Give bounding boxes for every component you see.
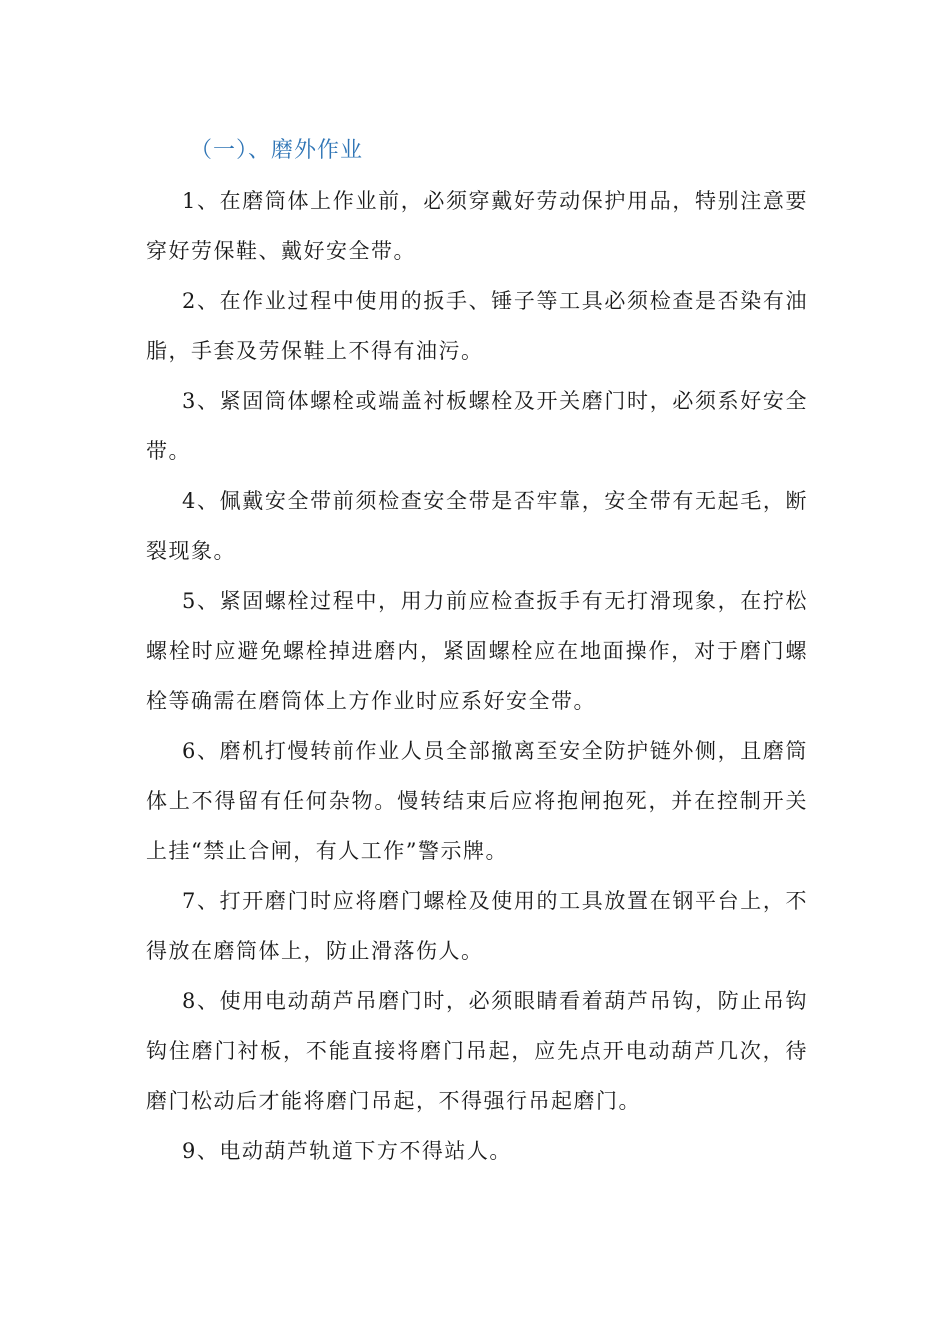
list-item-5: 5、紧固螺栓过程中，用力前应检查扳手有无打滑现象，在拧松螺栓时应避免螺栓掉进磨内，紧固螺栓应在地面操作，对于磨门螺栓等确需在磨筒体上方作业时应系好安全带。 — [146, 589, 808, 713]
list-item-3: 3、紧固筒体螺栓或端盖衬板螺栓及开关磨门时，必须系好安全带。 — [146, 389, 808, 463]
list-item-1: 1、在磨筒体上作业前，必须穿戴好劳动保护用品，特别注意要穿好劳保鞋、戴好安全带。 — [146, 189, 808, 263]
list-item-6: 6、磨机打慢转前作业人员全部撤离至安全防护链外侧，且磨筒体上不得留有任何杂物。慢转结束后应将抱闸抱死，并在控制开关上挂“禁止合闸，有人工作”警示牌。 — [146, 739, 808, 863]
list-item-4: 4、佩戴安全带前须检查安全带是否牢靠，安全带有无起毛，断裂现象。 — [146, 489, 808, 563]
document-page — [146, 126, 808, 1176]
section-heading: （一）、磨外作业 — [190, 138, 364, 163]
list-item-2: 2、在作业过程中使用的扳手、锤子等工具必须检查是否染有油脂，手套及劳保鞋上不得有油污。 — [146, 289, 808, 363]
list-item-8: 8、使用电动葫芦吊磨门时，必须眼睛看着葫芦吊钩，防止吊钩钩住磨门衬板，不能直接将磨门吊起，应先点开电动葫芦几次，待磨门松动后才能将磨门吊起，不得强行吊起磨门。 — [146, 989, 808, 1113]
list-item-7: 7、打开磨门时应将磨门螺栓及使用的工具放置在钢平台上，不得放在磨筒体上，防止滑落伤人。 — [146, 889, 808, 963]
list-item-9: 9、电动葫芦轨道下方不得站人。 — [182, 1139, 512, 1163]
